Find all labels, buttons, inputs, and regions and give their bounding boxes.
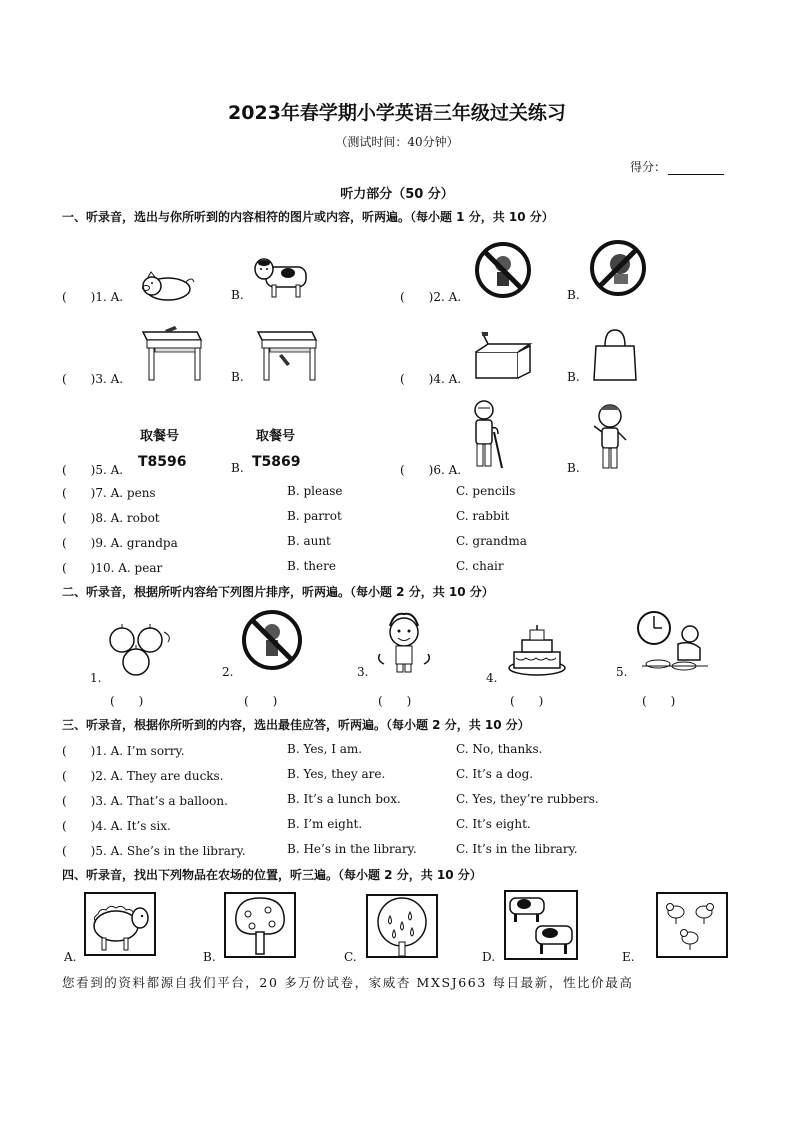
boy-image — [590, 402, 630, 470]
s3-q5-c: C. It’s in the library. — [456, 842, 578, 856]
s4-label-b: B. — [203, 950, 216, 964]
s2-num-4: 4. — [486, 671, 498, 685]
birds-image — [656, 892, 728, 958]
cow-image — [252, 255, 312, 299]
s4-label-e: E. — [622, 950, 635, 964]
s2-num-1: 1. — [90, 671, 102, 685]
q2-label: ( )2. A. — [400, 290, 462, 304]
score-blank[interactable] — [668, 162, 724, 175]
page-title: 2023年春学期小学英语三年级过关练习 — [228, 102, 566, 124]
no-eating-sign — [588, 238, 648, 298]
section1-heading: 一、听录音，选出与你所听到的内容相符的图片或内容，听两遍。（每小题 1 分，共 10 分） — [62, 210, 554, 224]
q8-c: C. rabbit — [456, 509, 510, 523]
s3-q1-a: ( )1. A. I’m sorry. — [62, 744, 185, 758]
section3-heading: 三、听录音，根据你所听到的内容，选出最佳应答，听两遍。（每小题 2 分，共 10 分） — [62, 718, 530, 732]
sheep-image — [84, 892, 156, 956]
s2-paren-3[interactable]: ( ) — [378, 694, 412, 708]
q1-label: ( )1. A. — [62, 290, 124, 304]
q3-label: ( )3. A. — [62, 372, 124, 386]
q4-label: ( )4. A. — [400, 372, 462, 386]
clock-dinner-image — [634, 610, 712, 674]
q5-label: ( )5. A. — [62, 463, 124, 477]
s3-q5-b: B. He’s in the library. — [287, 842, 417, 856]
q9-c: C. grandma — [456, 534, 527, 548]
s3-q1-b: B. Yes, I am. — [287, 742, 363, 756]
s2-num-5: 5. — [616, 665, 628, 679]
grandpa-image — [466, 398, 510, 470]
desk-ruler-on-image — [135, 322, 205, 382]
q9-b: B. aunt — [287, 534, 331, 548]
q8-b: B. parrot — [287, 509, 342, 523]
s4-label-a: A. — [64, 950, 77, 964]
s2-paren-5[interactable]: ( ) — [642, 694, 676, 708]
no-drinking-sign — [240, 608, 304, 672]
s2-num-2: 2. — [222, 665, 234, 679]
s2-paren-1[interactable]: ( ) — [110, 694, 144, 708]
s3-q2-b: B. Yes, they are. — [287, 767, 386, 781]
s3-q2-c: C. It’s a dog. — [456, 767, 534, 781]
no-littering-sign — [473, 240, 533, 300]
score-field — [630, 158, 724, 175]
s3-q4-b: B. I’m eight. — [287, 817, 363, 831]
score-label: 得分： — [630, 160, 667, 174]
q6-label: ( )6. A. — [400, 463, 462, 477]
q7-b: B. please — [287, 484, 343, 498]
s4-label-c: C. — [344, 950, 357, 964]
s3-q1-c: C. No, thanks. — [456, 742, 543, 756]
footer-note: 您看到的资料都源自我们平台，20 多万份试卷，家威杏 MXSJ663 每日最新，性比价最高 — [62, 975, 634, 990]
s3-q5-a: ( )5. A. She’s in the library. — [62, 844, 246, 858]
apple-tree-image — [224, 892, 296, 958]
q7-a: ( )7. A. pens — [62, 486, 156, 500]
s3-q3-b: B. It’s a lunch box. — [287, 792, 401, 806]
pear-tree-image — [366, 894, 438, 958]
q4-b-label: B. — [567, 370, 580, 384]
s3-q3-c: C. Yes, they’re rubbers. — [456, 792, 599, 806]
q1-b-label: B. — [231, 288, 244, 302]
ticket-b-label: 取餐号 — [256, 429, 296, 444]
pig-image — [138, 264, 198, 304]
q3-b-label: B. — [231, 370, 244, 384]
s2-num-3: 3. — [357, 665, 369, 679]
s3-q3-a: ( )3. A. That’s a balloon. — [62, 794, 228, 808]
q8-a: ( )8. A. robot — [62, 511, 160, 525]
q5-b-label: B. — [231, 461, 244, 475]
apples-image — [104, 622, 174, 680]
q9-a: ( )9. A. grandpa — [62, 536, 178, 550]
desk-ruler-under-image — [250, 322, 320, 382]
q10-c: C. chair — [456, 559, 504, 573]
q7-c: C. pencils — [456, 484, 516, 498]
q6-b-label: B. — [567, 461, 580, 475]
s3-q4-a: ( )4. A. It’s six. — [62, 819, 171, 833]
bag-image — [590, 328, 640, 382]
ticket-b-code: T5869 — [252, 454, 301, 470]
s3-q4-c: C. It’s eight. — [456, 817, 531, 831]
ticket-a-code: T8596 — [138, 454, 187, 470]
q2-b-label: B. — [567, 288, 580, 302]
ticket-a-label: 取餐号 — [140, 429, 180, 444]
section4-heading: 四、听录音，找出下列物品在农场的位置，听三遍。（每小题 2 分，共 10 分） — [62, 868, 482, 882]
q10-a: ( )10. A. pear — [62, 561, 163, 575]
s2-paren-2[interactable]: ( ) — [244, 694, 278, 708]
cake-image — [506, 624, 568, 678]
s3-q2-a: ( )2. A. They are ducks. — [62, 769, 224, 783]
s4-label-d: D. — [482, 950, 496, 964]
happy-boy-image — [374, 610, 434, 674]
cows-image — [504, 890, 578, 960]
section2-heading: 二、听录音，根据所听内容给下列图片排序，听两遍。（每小题 2 分，共 10 分） — [62, 585, 494, 599]
test-duration: （测试时间：40分钟） — [335, 135, 459, 149]
listening-part-title: 听力部分（50 分） — [340, 187, 454, 202]
box-image — [472, 330, 534, 380]
q10-b: B. there — [287, 559, 336, 573]
s2-paren-4[interactable]: ( ) — [510, 694, 544, 708]
